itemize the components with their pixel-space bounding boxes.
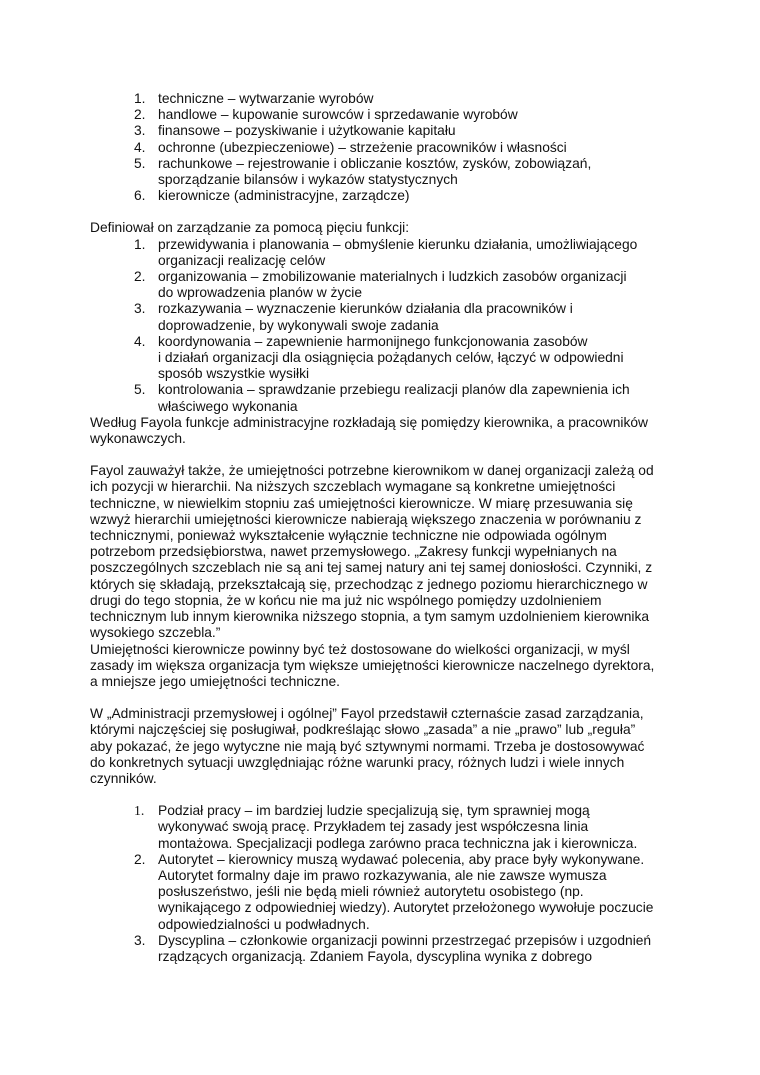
- principles-list: [90, 803, 680, 965]
- spacer: [90, 447, 680, 463]
- functions-intro: Definiował on zarządzanie za pomocą pięciu funkcji:: [90, 220, 410, 236]
- list-item: [90, 123, 680, 139]
- list-item-number: 4.: [134, 139, 146, 155]
- paragraph-line: zasady im większa organizacja tym większe umiejętności kierownicze naczelnego dyrektora,: [90, 657, 655, 673]
- list-item-line: rachunkowe – rejestrowanie i obliczanie kosztów, zysków, zobowiązań,: [158, 155, 592, 171]
- list-item-number: 3.: [134, 301, 146, 317]
- list-item-number: 5.: [134, 382, 146, 398]
- paragraph-line: którymi najczęściej się posługiwał, podkreślając słowo „zasada” a nie „prawo” lub „reguła”: [90, 722, 636, 738]
- list-item-line: Autorytet – kierownicy muszą wydawać polecenia, aby prace były wykonywane.: [158, 851, 645, 867]
- list-item-number: 1.: [134, 803, 145, 819]
- list-item: [90, 237, 680, 269]
- paragraph-line: do konkretnych sytuacji uwzględniając różne warunki pracy, różnych ludzi i wiele innych: [90, 754, 625, 770]
- list-item: [90, 107, 680, 123]
- paragraph-line: których się składają, przekształcają się, przechodząc z jednego poziomu hierarchicznego w: [90, 576, 648, 592]
- list-item-number: 4.: [134, 333, 146, 349]
- list-item-line: przewidywania i planowania – obmyślenie kierunku działania, umożliwiającego: [158, 236, 638, 252]
- list-item-number: 3.: [134, 123, 146, 139]
- list-item-number: 2.: [134, 107, 146, 123]
- list-item-line: koordynowania – zapewnienie harmonijnego funkcjonowania zasobów: [158, 333, 588, 349]
- paragraph-line: wykonawczych.: [90, 431, 186, 447]
- paragraph-line: wzwyż hierarchii umiejętności kierownicze nabierają większego znaczenia w porównaniu z: [90, 511, 642, 527]
- list-item-line: kontrolowania – sprawdzanie przebiegu realizacji planów dla zapewnienia ich: [158, 382, 630, 398]
- list-item: [90, 803, 680, 852]
- list-item-line: organizowania – zmobilizowanie materialnych i ludzkich zasobów organizacji: [158, 269, 627, 285]
- principles-paragraph: [90, 706, 680, 787]
- list-item-line: posłuszeństwo, jeśli nie będą mieli również autorytetu osobistego (np.: [158, 884, 584, 900]
- list-item-line: organizacji realizację celów: [158, 252, 326, 268]
- list-item-line: sposób wszystkie wysiłki: [158, 366, 310, 382]
- paragraph-line: czynników.: [90, 770, 157, 786]
- skills-paragraph: [90, 463, 680, 690]
- list-item-number: 3.: [134, 932, 146, 948]
- list-item-line: sporządzanie bilansów i wykazów statystycznych: [158, 172, 458, 188]
- list-item-line: do wprowadzenia planów w życie: [158, 285, 362, 301]
- list-item-line: kierownicze (administracyjne, zarządcze): [158, 188, 410, 204]
- paragraph-line: aby pokazać, że jego wytyczne nie mają być sztywnymi normami. Trzeba je dostosowywać: [90, 738, 645, 754]
- list-item: [90, 140, 680, 156]
- list-item-line: montażowa. Specjalizacji podlega zarówno praca techniczna jak i kierownicza.: [158, 835, 638, 851]
- paragraph-line: Fayol zauważył także, że umiejętności potrzebne kierownikom w danej organizacji zależą od: [90, 463, 654, 479]
- paragraph-line: Według Fayola funkcje administracyjne rozkładają się pomiędzy kierownika, a pracowników: [90, 414, 649, 430]
- paragraph-line: drugi do tego stopnia, że w końcu nie ma już nic wspólnego pomiędzy uzdolnieniem: [90, 592, 602, 608]
- list-item-line: wykonywać swoją pracę. Przykładem tej zasady jest współczesna linia: [158, 819, 589, 835]
- list-item: [90, 269, 680, 301]
- document-page: [90, 91, 680, 965]
- list-item-number: 1.: [134, 236, 146, 252]
- list-item: [90, 933, 680, 965]
- list-item: [90, 382, 680, 414]
- spacer: [90, 204, 680, 220]
- list-item-line: odpowiedzialności u podwładnych.: [158, 916, 370, 932]
- spacer: [90, 690, 680, 706]
- list-item: [90, 91, 680, 107]
- list-item-line: doprowadzenie, by wykonywali swoje zadania: [158, 317, 439, 333]
- list-item-line: Autorytet formalny daje im prawo rozkazywania, ale nie zawsze wymusza: [158, 867, 607, 883]
- list-item: [90, 852, 680, 933]
- paragraph-line: potrzebom przedsiębiorstwa, nawet przemysłowego. „Zakresy funkcji wypełnianych na: [90, 544, 617, 560]
- list-item-number: 6.: [134, 188, 146, 204]
- list-item-line: właściwego wykonania: [158, 398, 298, 414]
- list-item-line: Podział pracy – im bardziej ludzie specjalizują się, tym sprawniej mogą: [158, 803, 590, 819]
- paragraph-line: wysokiego szczebla.”: [90, 625, 221, 641]
- list-item-line: handlowe – kupowanie surowców i sprzedawanie wyrobów: [158, 107, 518, 123]
- paragraph-line: technicznym lub innym kierownika niższego stopnia, a tym samym uzdolnieniem kierownika: [90, 609, 650, 625]
- paragraph-line: ich pozycji w hierarchii. Na niższych szczeblach wymagane są konkretne umiejętności: [90, 479, 616, 495]
- paragraph-line: poszczególnych szczeblach nie są ani tej samej natury ani tej samej doniosłości. Czynniki, z: [90, 560, 653, 576]
- list-item-number: 2.: [134, 851, 146, 867]
- list-item-line: ochronne (ubezpieczeniowe) – strzeżenie pracowników i własności: [158, 139, 567, 155]
- list-item-line: finansowe – pozyskiwanie i użytkowanie kapitału: [158, 123, 456, 139]
- management-functions-list: [90, 237, 680, 415]
- list-item-number: 1.: [134, 91, 146, 106]
- list-item-line: Dyscyplina – członkowie organizacji powinni przestrzegać przepisów i uzgodnień: [158, 932, 652, 948]
- paragraph-line: W „Administracji przemysłowej i ogólnej” Fayol przedstawił czternaście zasad zarządzania,: [90, 706, 644, 722]
- list-item-number: 5.: [134, 155, 146, 171]
- list-item: [90, 156, 680, 188]
- list-item-line: rządzących organizacją. Zdaniem Fayola, dyscyplina wynika z dobrego: [158, 948, 593, 964]
- list-item-line: wynikającego z odpowiedniej wiedzy). Autorytet przełożonego wywołuje poczucie: [158, 900, 654, 916]
- fayol-split-paragraph: [90, 415, 680, 447]
- activity-groups-list: [90, 91, 680, 204]
- paragraph-line: technicznymi, ponieważ wykształcenie wyłącznie techniczne nie odpowiada ogólnym: [90, 528, 607, 544]
- list-item-line: i działań organizacji dla osiągnięcia pożądanych celów, łączyć w odpowiedni: [158, 350, 624, 366]
- spacer: [90, 787, 680, 803]
- list-item: [90, 188, 680, 204]
- paragraph-line: techniczne, w niewielkim stopniu zaś umiejętności kierownicze. W miarę przesuwania się: [90, 495, 633, 511]
- list-item: [90, 301, 680, 333]
- list-item-number: 2.: [134, 269, 146, 285]
- paragraph-line: Umiejętności kierownicze powinny być też dostosowane do wielkości organizacji, w myśl: [90, 641, 630, 657]
- list-item-line: techniczne – wytwarzanie wyrobów: [158, 91, 374, 106]
- list-item-line: rozkazywania – wyznaczenie kierunków działania dla pracowników i: [158, 301, 573, 317]
- paragraph-line: a mniejsze jego umiejętności techniczne.: [90, 673, 341, 689]
- list-item: [90, 334, 680, 383]
